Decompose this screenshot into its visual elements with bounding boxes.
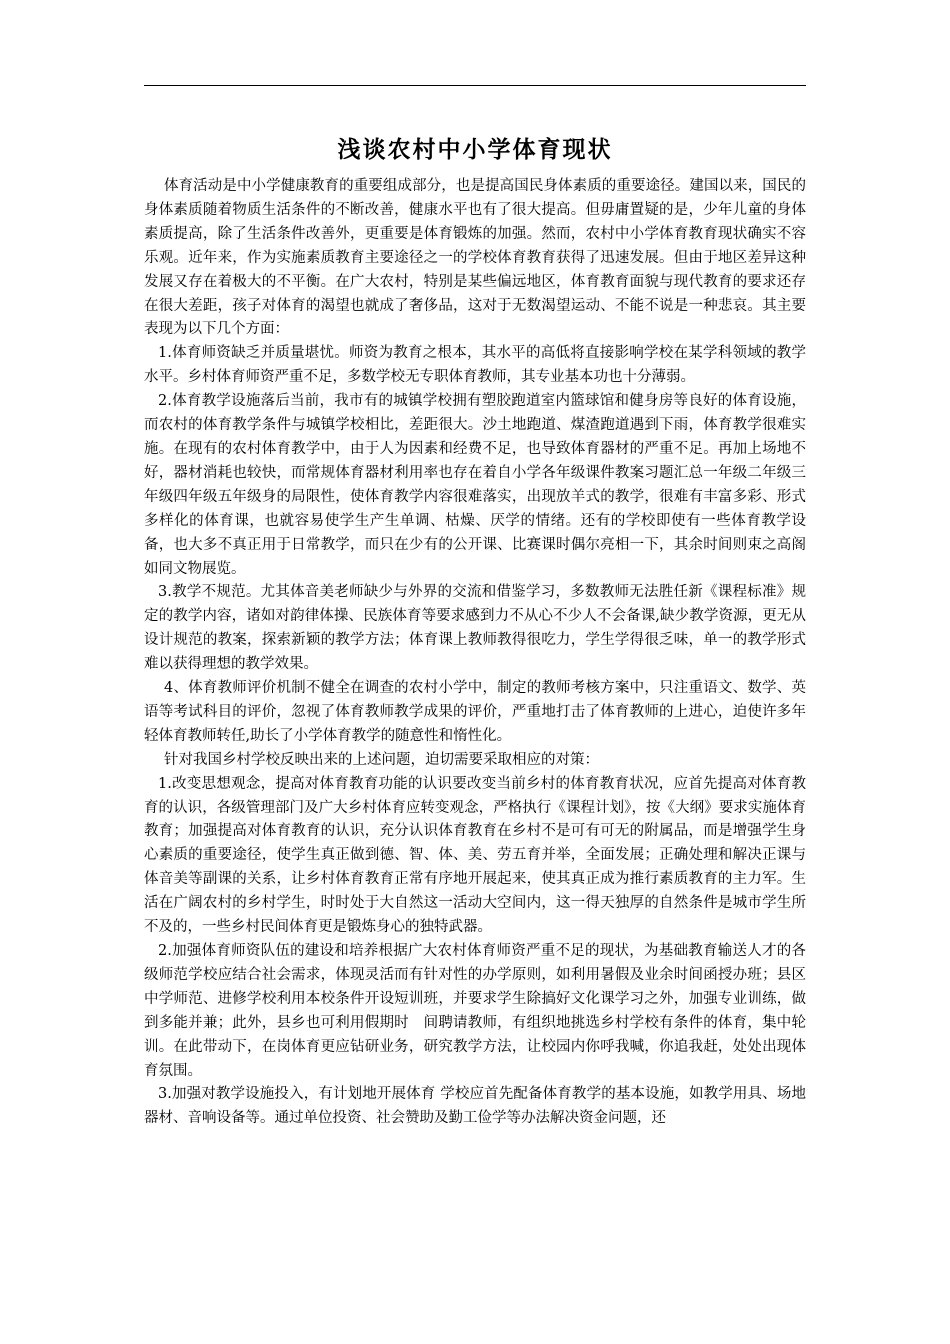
measure-2-paragraph: 2.加强体育师资队伍的建设和培养根据广大农村体育师资严重不足的现状，为基础教育输送人才的各级师范学校应结合社会需求，体现灵活而有针对性的办学原则，如利用暑假及业余时间函授办班；县区中学师范、进修学校利用本校条件开设短训班，并要求学生除搞好文化课学习之外，加强专业训练，做到多能并兼；此外，县乡也可利用假期时 间聘请教师，有组织地挑选乡村学校有条件的体育，集中轮训。在此带动下，在岗体育更应钻研业务，研究教学方法，让校园内你呼我喊，你追我赶，处处出现体育氛围。 xyxy=(144,943,806,1079)
header-rule xyxy=(144,85,806,86)
problem-1-paragraph: 1.体育师资缺乏并质量堪忧。师资为教育之根本，其水平的高低将直接影响学校在某学科领域的教学水平。乡村体育师资严重不足，多数学校无专职体育教师，其专业基本功也十分薄弱。 xyxy=(144,345,806,386)
problem-4-paragraph: 4、体育教师评价机制不健全在调查的农村小学中，制定的教师考核方案中，只注重语文、数学、英语等考试科目的评价，忽视了体育教师教学成果的评价，严重地打击了体育教师的上进心，迫使许多年轻体育教师转任,助长了小学体育教学的随意性和惰性化。 xyxy=(144,680,806,744)
countermeasures-intro-paragraph: 针对我国乡村学校反映出来的上述问题，迫切需要采取相应的对策： xyxy=(164,751,599,768)
measure-1-paragraph: 1.改变思想观念，提高对体育教育功能的认识要改变当前乡村的体育教育状况，应首先提高对体育教育的认识，各级管理部门及广大乡村体育应转变观念，严格执行《课程计划》，按《大纲》要求实施体育教育；加强提高对体育教育的认识，充分认识体育教育在乡村不是可有可无的附属品，而是增强学生身心素质的重要途径，使学生真正做到德、智、体、美、劳五育并举，全面发展；正确处理和解决正课与体音美等副课的关系，让乡村体育教育正常有序地开展起来，使其真正成为推行素质教育的主力军。生活在广阔农村的乡村学生，时时处于大自然这一活动大空间内，这一得天独厚的自然条件是城市学生所不及的，一些乡村民间体育更是锻炼身心的独特武器。 xyxy=(144,775,806,936)
document-title: 浅谈农村中小学体育现状 xyxy=(337,137,613,163)
document-body xyxy=(144,175,806,1131)
intro-paragraph: 体育活动是中小学健康教育的重要组成部分，也是提高国民身体素质的重要途径。建国以来，国民的身体素质随着物质生活条件的不断改善，健康水平也有了很大提高。但毋庸置疑的是，少年儿童的身体素质提高，除了生活条件改善外，更重要是体育锻炼的加强。然而，农村中小学体育教育现状确实不容乐观。近年来，作为实施素质教育主要途径之一的学校体育教育获得了迅速发展。但由于地区差异这种发展又存在着极大的不平衡。在广大农村，特别是某些偏远地区，体育教育面貌与现代教育的要求还存在很大差距，孩子对体育的渴望也就成了奢侈品，这对于无数渴望运动、不能不说是一种悲哀。其主要表现为以下几个方面： xyxy=(144,178,806,338)
problem-2-paragraph: 2.体育教学设施落后当前，我市有的城镇学校拥有塑胶跑道室内篮球馆和健身房等良好的体育设施，而农村的体育教学条件与城镇学校相比，差距很大。沙土地跑道、煤渣跑道遇到下雨，体育教学很难实施。在现有的农村体育教学中，由于人为因素和经费不足，也导致体育器材的严重不足。再加上场地不好，器材消耗也较快，而常规体育器材利用率也存在着自小学各年级课件教案习题汇总一年级二年级三年级四年级五年级身的局限性，使体育教学内容很难落实，出现放羊式的教学，很难有丰富多彩、形式多样化的体育课，也就容易使学生产生单调、枯燥、厌学的情绪。还有的学校即使有一些体育教学设备，也大多不真正用于日常教学，而只在少有的公开课、比赛课时偶尔亮相一下，其余时间则束之高阁如同文物展览。 xyxy=(144,393,806,577)
measure-3-paragraph: 3.加强对教学设施投入，有计划地开展体育 学校应首先配备体育教学的基本设施，如教学用具、场地器材、音响设备等。通过单位投资、社会赞助及勤工俭学等办法解决资金问题，还 xyxy=(144,1086,806,1127)
problem-3-paragraph: 3.教学不规范。尤其体音美老师缺少与外界的交流和借鉴学习，多数教师无法胜任新《课程标准》规定的教学内容，诸如对韵律体操、民族体育等要求感到力不从心不少人不会备课,缺少教学资源，更无从设计规范的教案，探索新颖的教学方法；体育课上教师教得很吃力，学生学得很乏味，单一的教学形式难以获得理想的教学效果。 xyxy=(144,584,806,673)
